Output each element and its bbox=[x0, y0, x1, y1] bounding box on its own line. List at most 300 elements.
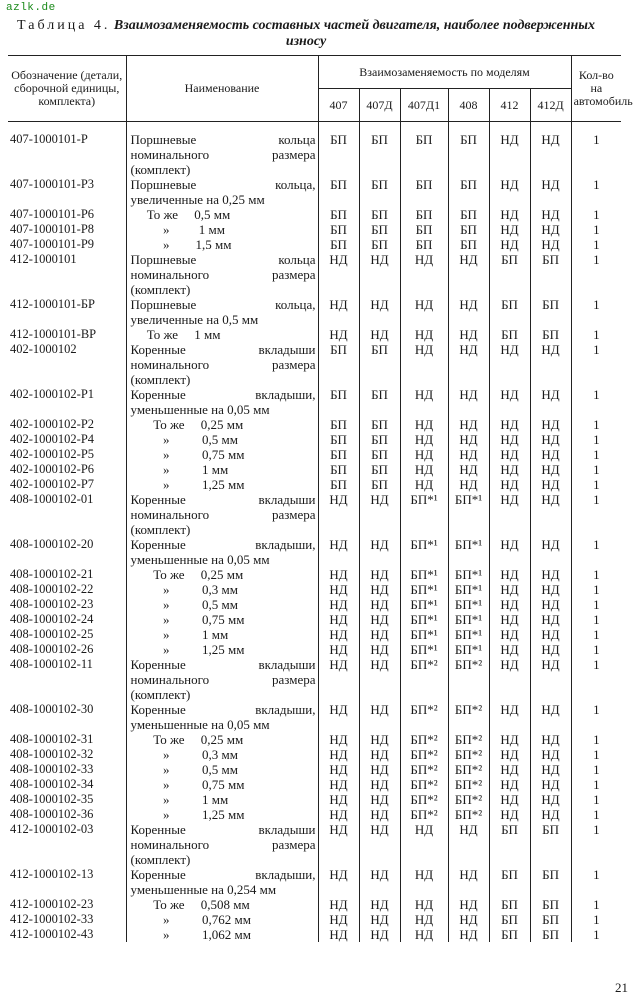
quantity: 1 bbox=[593, 747, 600, 762]
model-value: НД bbox=[489, 177, 530, 207]
model-value: НД bbox=[400, 447, 448, 462]
part-code: 408-1000102-31 bbox=[10, 732, 94, 746]
model-value: НД bbox=[359, 657, 400, 702]
part-name: » 0,762 мм bbox=[126, 912, 318, 927]
model-value: НД bbox=[489, 747, 530, 762]
part-code: 408-1000102-34 bbox=[10, 777, 94, 791]
part-code: 412-1000102-03 bbox=[10, 822, 94, 836]
part-name: Поршневые кольца номинального размера (комплект) bbox=[126, 252, 318, 297]
part-code: 412-1000102-43 bbox=[10, 927, 94, 941]
header-model: 407Д1 bbox=[400, 89, 448, 122]
model-value: НД bbox=[318, 897, 359, 912]
quantity: 1 bbox=[593, 432, 600, 447]
part-name: Поршневые кольца, увеличенные на 0,5 мм bbox=[126, 297, 318, 327]
model-value: БП bbox=[530, 252, 571, 297]
model-value: БП bbox=[359, 177, 400, 207]
model-value: НД bbox=[530, 567, 571, 582]
model-value: НД bbox=[359, 897, 400, 912]
model-value: НД bbox=[359, 702, 400, 732]
model-value: НД bbox=[530, 222, 571, 237]
part-name: То же 1 мм bbox=[126, 327, 318, 342]
part-name: Коренные вкладыши, уменьшенные на 0,05 мм bbox=[126, 702, 318, 732]
model-value: НД bbox=[359, 537, 400, 567]
part-code: 402-1000102-Р4 bbox=[10, 432, 95, 446]
model-value: НД bbox=[400, 912, 448, 927]
model-value: БП*¹ bbox=[448, 597, 489, 612]
quantity: 1 bbox=[593, 897, 600, 912]
part-name: Коренные вкладыши, уменьшенные на 0,05 мм bbox=[126, 387, 318, 417]
model-value: НД bbox=[318, 252, 359, 297]
model-value: БП*¹ bbox=[400, 567, 448, 582]
part-name: Поршневые кольца номинального размера (комплект) bbox=[126, 122, 318, 178]
model-value: НД bbox=[489, 642, 530, 657]
model-value: НД bbox=[318, 657, 359, 702]
table-row bbox=[8, 462, 621, 477]
model-value: БП bbox=[448, 122, 489, 178]
model-value: БП bbox=[489, 897, 530, 912]
part-code: 407-1000101-Р8 bbox=[10, 222, 95, 236]
quantity: 1 bbox=[593, 207, 600, 222]
part-name: » 1,25 мм bbox=[126, 477, 318, 492]
quantity: 1 bbox=[593, 252, 600, 267]
part-name: » 1,5 мм bbox=[126, 237, 318, 252]
table-row bbox=[8, 702, 621, 732]
header-model: 412Д bbox=[530, 89, 571, 122]
part-name: » 1,25 мм bbox=[126, 807, 318, 822]
model-value: НД bbox=[448, 342, 489, 387]
watermark-text: azlk.de bbox=[6, 2, 56, 14]
model-value: НД bbox=[530, 642, 571, 657]
part-name: » 0,3 мм bbox=[126, 582, 318, 597]
model-value: НД bbox=[359, 297, 400, 327]
model-value: БП*² bbox=[448, 777, 489, 792]
table-row bbox=[8, 327, 621, 342]
model-value: БП*¹ bbox=[400, 492, 448, 537]
model-value: БП*² bbox=[448, 747, 489, 762]
model-value: НД bbox=[318, 702, 359, 732]
model-value: НД bbox=[400, 462, 448, 477]
model-value: БП*¹ bbox=[400, 612, 448, 627]
model-value: НД bbox=[530, 477, 571, 492]
model-value: НД bbox=[359, 597, 400, 612]
model-value: НД bbox=[489, 597, 530, 612]
header-model: 408 bbox=[448, 89, 489, 122]
part-code: 407-1000101-Р6 bbox=[10, 207, 95, 221]
model-value: НД bbox=[530, 582, 571, 597]
header-qty: Кол-во на автомобиль bbox=[571, 56, 621, 122]
model-value: НД bbox=[489, 432, 530, 447]
quantity: 1 bbox=[593, 867, 600, 882]
quantity: 1 bbox=[593, 177, 600, 192]
model-value: НД bbox=[489, 732, 530, 747]
model-value: НД bbox=[448, 477, 489, 492]
model-value: НД bbox=[489, 627, 530, 642]
part-code: 408-1000102-24 bbox=[10, 612, 94, 626]
model-value: БП*² bbox=[400, 762, 448, 777]
model-value: НД bbox=[530, 122, 571, 178]
model-value: НД bbox=[359, 867, 400, 897]
model-value: НД bbox=[400, 897, 448, 912]
model-value: НД bbox=[530, 807, 571, 822]
table-row bbox=[8, 237, 621, 252]
part-name: То же 0,25 мм bbox=[126, 732, 318, 747]
model-value: БП bbox=[318, 237, 359, 252]
model-value: НД bbox=[489, 792, 530, 807]
quantity: 1 bbox=[593, 492, 600, 507]
model-value: БП bbox=[400, 122, 448, 178]
table-row bbox=[8, 927, 621, 942]
part-name: » 1 мм bbox=[126, 222, 318, 237]
model-value: НД bbox=[530, 432, 571, 447]
model-value: НД bbox=[530, 177, 571, 207]
table-row bbox=[8, 252, 621, 297]
table-row bbox=[8, 792, 621, 807]
part-name: » 0,75 мм bbox=[126, 777, 318, 792]
quantity: 1 bbox=[593, 417, 600, 432]
model-value: БП bbox=[318, 387, 359, 417]
model-value: НД bbox=[400, 822, 448, 867]
model-value: НД bbox=[530, 657, 571, 702]
model-value: БП bbox=[400, 177, 448, 207]
model-value: НД bbox=[530, 597, 571, 612]
model-value: БП bbox=[489, 252, 530, 297]
model-value: БП bbox=[359, 417, 400, 432]
model-value: БП*¹ bbox=[448, 642, 489, 657]
model-value: НД bbox=[359, 807, 400, 822]
model-value: НД bbox=[489, 612, 530, 627]
table-row bbox=[8, 122, 621, 178]
model-value: НД bbox=[448, 417, 489, 432]
part-code: 402-1000102-Р7 bbox=[10, 477, 95, 491]
part-name: Коренные вкладыши, уменьшенные на 0,05 мм bbox=[126, 537, 318, 567]
model-value: БП bbox=[318, 122, 359, 178]
table-label: Таблица 4. bbox=[17, 18, 111, 33]
model-value: НД bbox=[400, 387, 448, 417]
model-value: НД bbox=[448, 327, 489, 342]
model-value: НД bbox=[318, 807, 359, 822]
part-code: 408-1000102-30 bbox=[10, 702, 94, 716]
part-name: » 0,75 мм bbox=[126, 447, 318, 462]
quantity: 1 bbox=[593, 132, 600, 147]
table-body bbox=[8, 122, 621, 943]
header-model: 407 bbox=[318, 89, 359, 122]
quantity: 1 bbox=[593, 462, 600, 477]
model-value: НД bbox=[530, 612, 571, 627]
model-value: БП*¹ bbox=[400, 597, 448, 612]
model-value: НД bbox=[359, 912, 400, 927]
model-value: БП bbox=[359, 387, 400, 417]
part-name: » 1 мм bbox=[126, 792, 318, 807]
model-value: НД bbox=[448, 432, 489, 447]
model-value: НД bbox=[318, 297, 359, 327]
quantity: 1 bbox=[593, 702, 600, 717]
table-row bbox=[8, 777, 621, 792]
table-row bbox=[8, 417, 621, 432]
table-row bbox=[8, 612, 621, 627]
model-value: БП bbox=[489, 822, 530, 867]
part-name: То же 0,25 мм bbox=[126, 417, 318, 432]
part-name: » 0,3 мм bbox=[126, 747, 318, 762]
model-value: БП bbox=[530, 867, 571, 897]
model-value: БП bbox=[400, 222, 448, 237]
quantity: 1 bbox=[593, 762, 600, 777]
model-value: БП*¹ bbox=[400, 582, 448, 597]
table-row bbox=[8, 897, 621, 912]
part-name: Коренные вкладыши, уменьшенные на 0,254 мм bbox=[126, 867, 318, 897]
quantity: 1 bbox=[593, 807, 600, 822]
model-value: БП bbox=[400, 237, 448, 252]
model-value: БП*² bbox=[400, 732, 448, 747]
quantity: 1 bbox=[593, 732, 600, 747]
table-row bbox=[8, 582, 621, 597]
model-value: БП bbox=[530, 897, 571, 912]
model-value: БП bbox=[359, 477, 400, 492]
model-value: БП bbox=[359, 462, 400, 477]
model-value: БП*² bbox=[400, 657, 448, 702]
model-value: БП bbox=[489, 927, 530, 942]
part-code: 402-1000102 bbox=[10, 342, 77, 356]
model-value: НД bbox=[318, 927, 359, 942]
model-value: БП*² bbox=[448, 657, 489, 702]
part-code: 408-1000102-20 bbox=[10, 537, 94, 551]
quantity: 1 bbox=[593, 447, 600, 462]
model-value: НД bbox=[530, 237, 571, 252]
model-value: БП bbox=[359, 222, 400, 237]
model-value: НД bbox=[318, 537, 359, 567]
table-row bbox=[8, 567, 621, 582]
model-value: НД bbox=[530, 462, 571, 477]
model-value: БП*¹ bbox=[448, 492, 489, 537]
quantity: 1 bbox=[593, 642, 600, 657]
model-value: НД bbox=[318, 492, 359, 537]
model-value: БП bbox=[530, 297, 571, 327]
quantity: 1 bbox=[593, 327, 600, 342]
model-value: НД bbox=[448, 867, 489, 897]
model-value: БП bbox=[318, 462, 359, 477]
part-code: 408-1000102-25 bbox=[10, 627, 94, 641]
model-value: НД bbox=[448, 822, 489, 867]
model-value: БП bbox=[359, 207, 400, 222]
model-value: НД bbox=[489, 777, 530, 792]
model-value: НД bbox=[359, 732, 400, 747]
part-code: 408-1000102-33 bbox=[10, 762, 94, 776]
part-name: » 0,5 мм bbox=[126, 432, 318, 447]
model-value: НД bbox=[359, 642, 400, 657]
model-value: НД bbox=[489, 477, 530, 492]
part-name: Коренные вкладыши номинального размера (комплект) bbox=[126, 657, 318, 702]
model-value: БП bbox=[318, 342, 359, 387]
part-name: Поршневые кольца, увеличенные на 0,25 мм bbox=[126, 177, 318, 207]
quantity: 1 bbox=[593, 387, 600, 402]
model-value: БП*¹ bbox=[448, 537, 489, 567]
table-row bbox=[8, 342, 621, 387]
model-value: НД bbox=[489, 417, 530, 432]
part-code: 408-1000102-26 bbox=[10, 642, 94, 656]
part-code: 407-1000101-Р3 bbox=[10, 177, 95, 191]
part-code: 402-1000102-Р1 bbox=[10, 387, 95, 401]
part-code: 412-1000101 bbox=[10, 252, 77, 266]
quantity: 1 bbox=[593, 822, 600, 837]
model-value: НД bbox=[448, 897, 489, 912]
quantity: 1 bbox=[593, 597, 600, 612]
model-value: НД bbox=[530, 762, 571, 777]
table-row bbox=[8, 762, 621, 777]
model-value: НД bbox=[489, 807, 530, 822]
table-row bbox=[8, 732, 621, 747]
part-code: 408-1000102-22 bbox=[10, 582, 94, 596]
model-value: НД bbox=[530, 732, 571, 747]
model-value: БП*¹ bbox=[400, 642, 448, 657]
model-value: БП bbox=[318, 417, 359, 432]
quantity: 1 bbox=[593, 222, 600, 237]
model-value: НД bbox=[318, 612, 359, 627]
table-row bbox=[8, 912, 621, 927]
model-value: БП*² bbox=[448, 792, 489, 807]
header-model: 407Д bbox=[359, 89, 400, 122]
part-code: 408-1000102-11 bbox=[10, 657, 93, 671]
part-code: 407-1000101-Р9 bbox=[10, 237, 95, 251]
part-name: » 0,5 мм bbox=[126, 762, 318, 777]
quantity: 1 bbox=[593, 612, 600, 627]
model-value: БП*¹ bbox=[400, 627, 448, 642]
model-value: НД bbox=[318, 327, 359, 342]
model-value: БП bbox=[318, 447, 359, 462]
model-value: НД bbox=[359, 627, 400, 642]
quantity: 1 bbox=[593, 582, 600, 597]
model-value: НД bbox=[400, 477, 448, 492]
model-value: БП*² bbox=[448, 807, 489, 822]
part-code: 412-1000102-23 bbox=[10, 897, 94, 911]
model-value: НД bbox=[318, 732, 359, 747]
model-value: НД bbox=[489, 237, 530, 252]
model-value: НД bbox=[489, 207, 530, 222]
part-code: 407-1000101-Р bbox=[10, 132, 88, 146]
part-name: То же 0,5 мм bbox=[126, 207, 318, 222]
part-name: » 0,75 мм bbox=[126, 612, 318, 627]
model-value: НД bbox=[359, 747, 400, 762]
table-row bbox=[8, 207, 621, 222]
model-value: БП bbox=[359, 342, 400, 387]
model-value: БП*² bbox=[400, 807, 448, 822]
model-value: НД bbox=[400, 432, 448, 447]
model-value: НД bbox=[400, 297, 448, 327]
model-value: БП bbox=[318, 222, 359, 237]
model-value: НД bbox=[359, 927, 400, 942]
model-value: НД bbox=[400, 327, 448, 342]
model-value: НД bbox=[400, 417, 448, 432]
model-value: НД bbox=[489, 462, 530, 477]
model-value: НД bbox=[318, 792, 359, 807]
quantity: 1 bbox=[593, 777, 600, 792]
model-value: НД bbox=[448, 252, 489, 297]
quantity: 1 bbox=[593, 927, 600, 942]
model-value: НД bbox=[489, 387, 530, 417]
model-value: НД bbox=[318, 747, 359, 762]
model-value: НД bbox=[448, 387, 489, 417]
model-value: НД bbox=[530, 627, 571, 642]
part-code: 408-1000102-35 bbox=[10, 792, 94, 806]
part-name: То же 0,508 мм bbox=[126, 897, 318, 912]
model-value: НД bbox=[400, 867, 448, 897]
model-value: БП*¹ bbox=[400, 537, 448, 567]
model-value: НД bbox=[530, 417, 571, 432]
model-value: БП bbox=[318, 207, 359, 222]
model-value: НД bbox=[489, 342, 530, 387]
table-row bbox=[8, 822, 621, 867]
model-value: НД bbox=[489, 447, 530, 462]
model-value: НД bbox=[359, 582, 400, 597]
part-name: » 1,25 мм bbox=[126, 642, 318, 657]
model-value: БП*² bbox=[448, 762, 489, 777]
quantity: 1 bbox=[593, 537, 600, 552]
model-value: НД bbox=[318, 912, 359, 927]
model-value: НД bbox=[489, 222, 530, 237]
model-value: НД bbox=[400, 342, 448, 387]
part-name: Коренные вкладыши номинального размера (комплект) bbox=[126, 492, 318, 537]
part-name: » 0,5 мм bbox=[126, 597, 318, 612]
table-row bbox=[8, 177, 621, 207]
model-value: НД bbox=[318, 627, 359, 642]
part-name: Коренные вкладыши номинального размера (комплект) bbox=[126, 822, 318, 867]
model-value: БП*¹ bbox=[448, 567, 489, 582]
page-number: 21 bbox=[615, 980, 628, 995]
model-value: НД bbox=[448, 927, 489, 942]
model-value: НД bbox=[530, 342, 571, 387]
model-value: НД bbox=[318, 777, 359, 792]
model-value: НД bbox=[318, 762, 359, 777]
model-value: НД bbox=[530, 777, 571, 792]
quantity: 1 bbox=[593, 237, 600, 252]
quantity: 1 bbox=[593, 657, 600, 672]
model-value: БП bbox=[359, 122, 400, 178]
model-value: НД bbox=[530, 207, 571, 222]
model-value: БП bbox=[530, 927, 571, 942]
header-model: 412 bbox=[489, 89, 530, 122]
table-row bbox=[8, 642, 621, 657]
model-value: БП bbox=[530, 912, 571, 927]
model-value: БП bbox=[489, 912, 530, 927]
model-value: НД bbox=[400, 927, 448, 942]
table-row bbox=[8, 492, 621, 537]
model-value: НД bbox=[448, 912, 489, 927]
part-name: » 1 мм bbox=[126, 462, 318, 477]
table-row bbox=[8, 657, 621, 702]
model-value: БП*² bbox=[400, 792, 448, 807]
model-value: НД bbox=[318, 822, 359, 867]
header-name: Наименование bbox=[126, 56, 318, 122]
model-value: НД bbox=[359, 327, 400, 342]
table-row bbox=[8, 867, 621, 897]
table-row bbox=[8, 387, 621, 417]
quantity: 1 bbox=[593, 627, 600, 642]
model-value: НД bbox=[530, 792, 571, 807]
model-value: НД bbox=[318, 567, 359, 582]
model-value: БП*² bbox=[400, 777, 448, 792]
model-value: НД bbox=[359, 252, 400, 297]
table-row bbox=[8, 807, 621, 822]
model-value: НД bbox=[489, 582, 530, 597]
part-code: 412-1000101-ВР bbox=[10, 327, 97, 341]
model-value: НД bbox=[489, 657, 530, 702]
model-value: НД bbox=[530, 387, 571, 417]
model-value: БП bbox=[489, 867, 530, 897]
model-value: БП bbox=[489, 297, 530, 327]
part-code: 412-1000102-13 bbox=[10, 867, 94, 881]
model-value: БП*² bbox=[448, 732, 489, 747]
table-row bbox=[8, 297, 621, 327]
model-value: БП bbox=[318, 477, 359, 492]
model-value: НД bbox=[489, 492, 530, 537]
